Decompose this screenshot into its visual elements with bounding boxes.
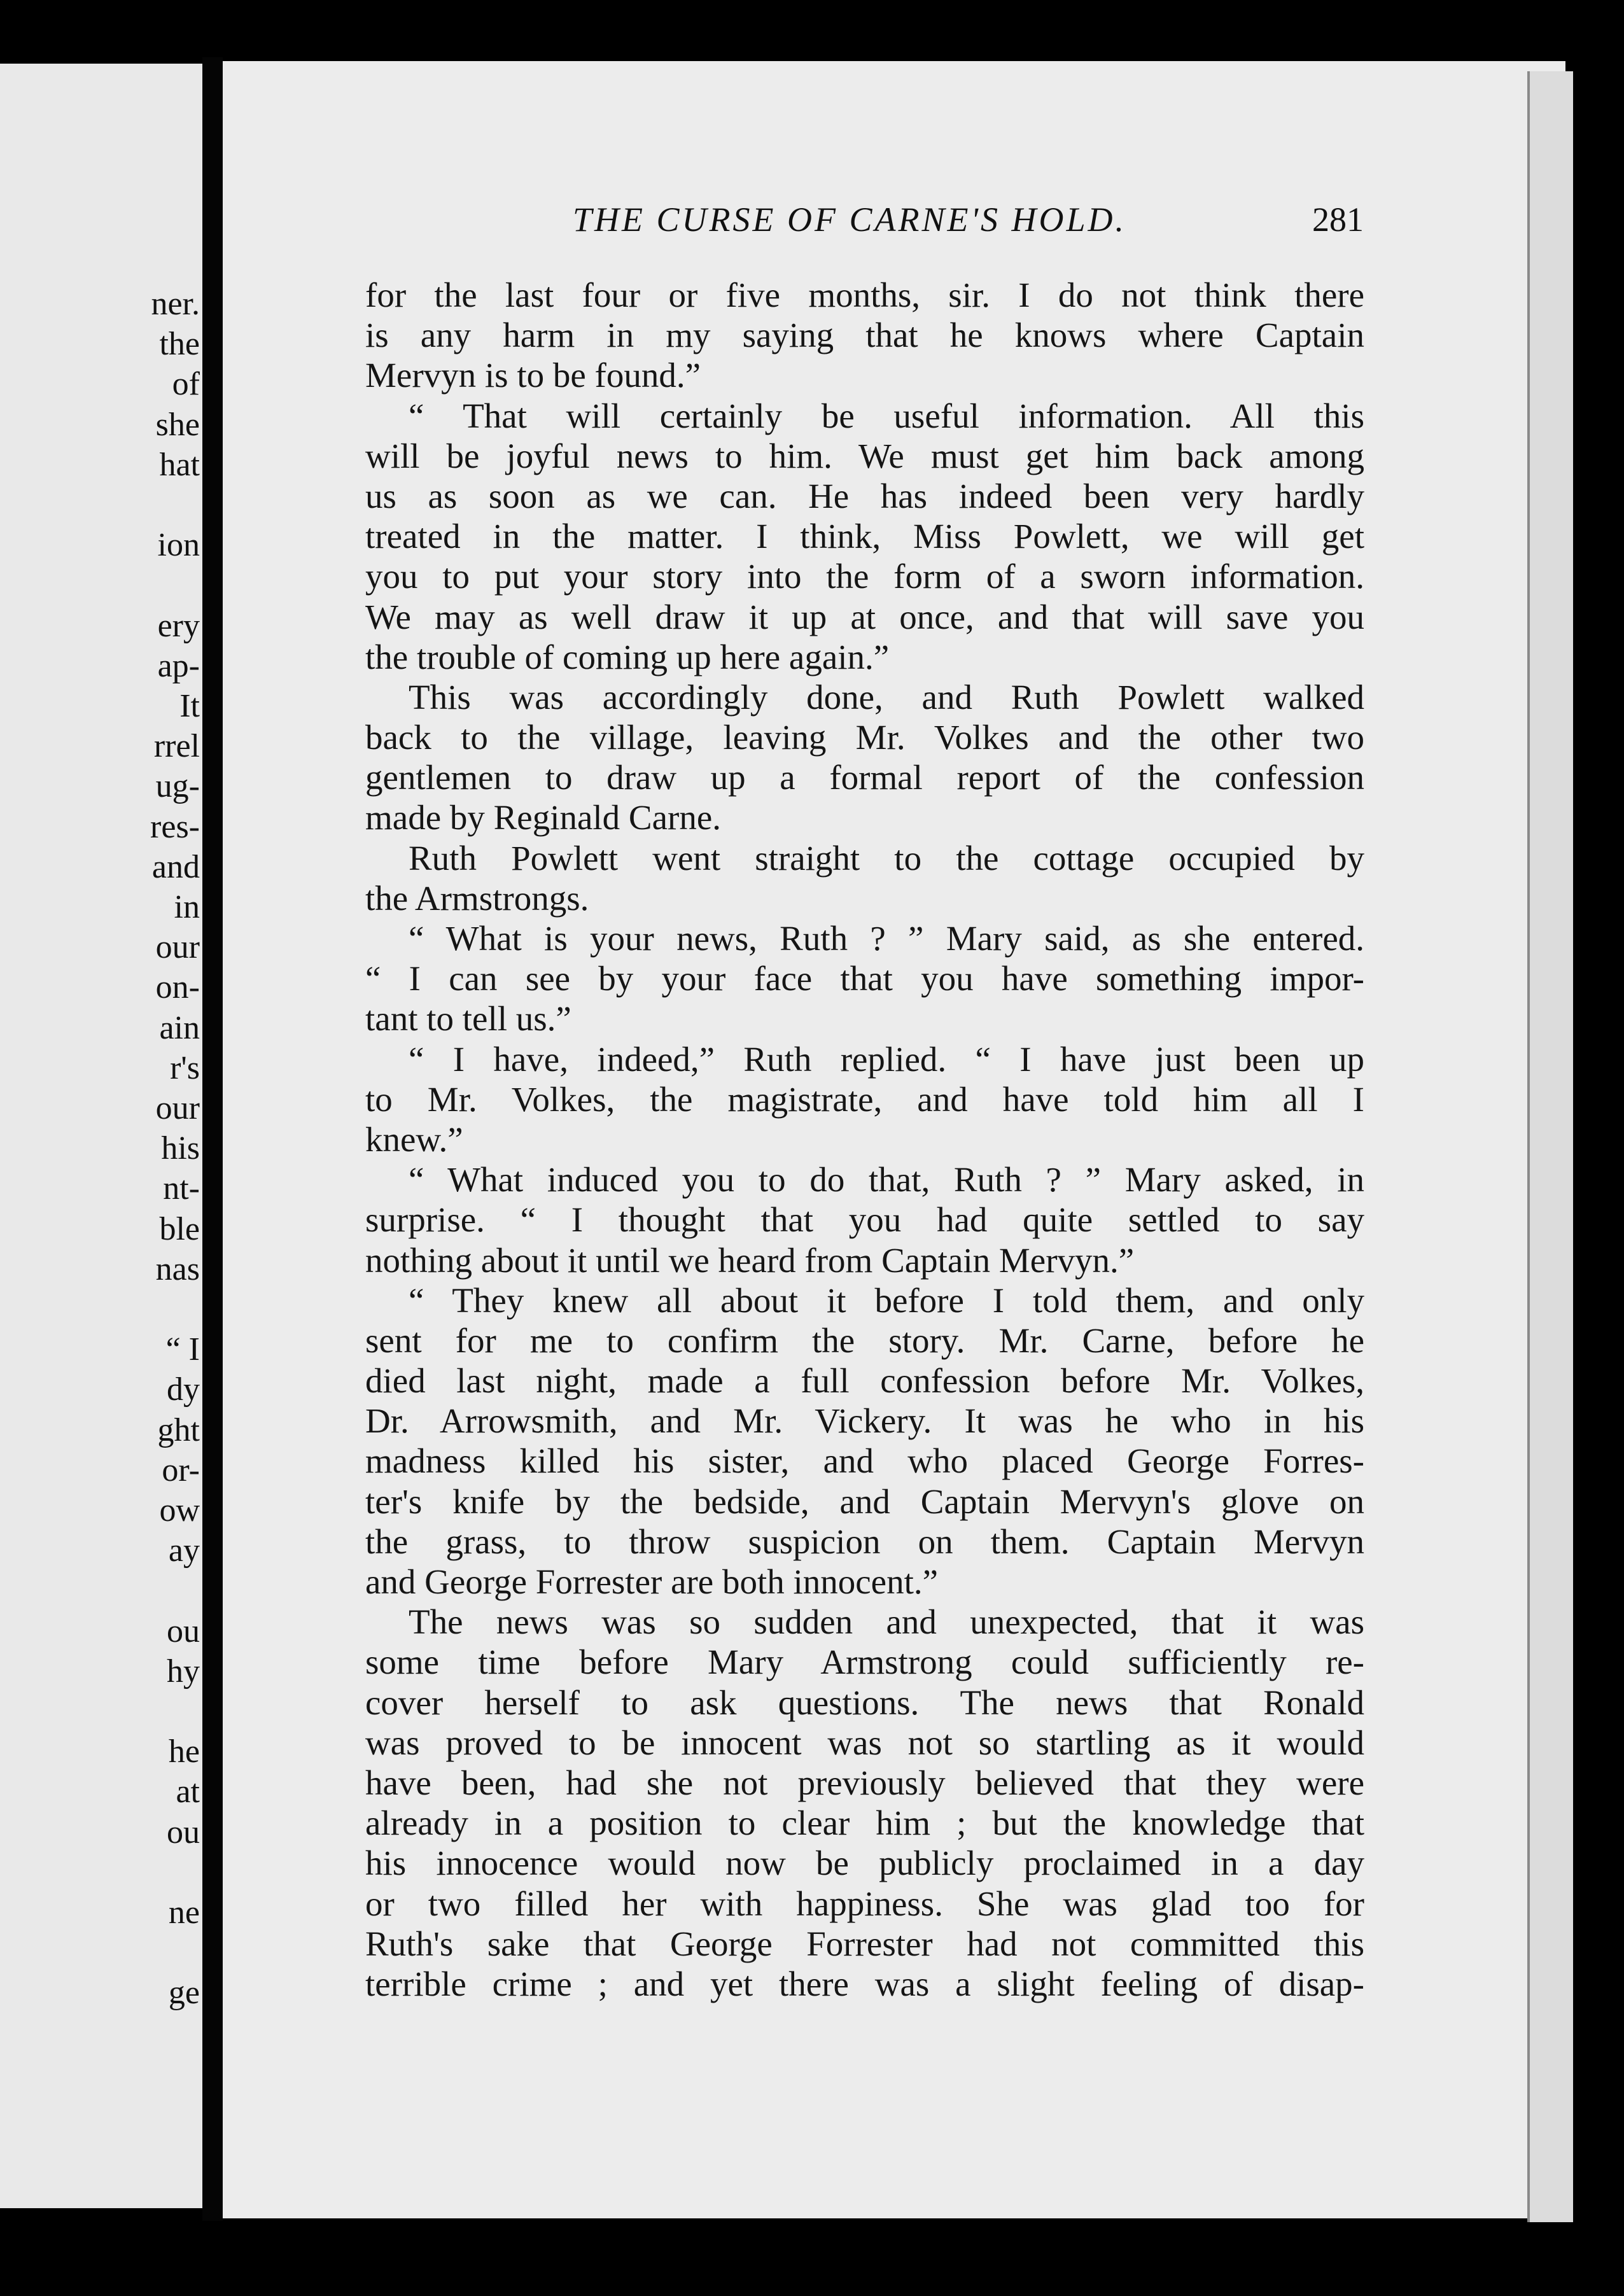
facing-page-fragment: ne	[168, 1894, 200, 1931]
facing-page-fragment: ou	[167, 1814, 200, 1851]
book-spine	[202, 57, 223, 2221]
text-line: and George Forrester are both innocent.”	[365, 1562, 939, 1601]
facing-page-fragment: ner.	[151, 286, 200, 322]
text-line: to Mr. Volkes, the magistrate, and have told him all I	[365, 1079, 1364, 1119]
facing-page-fragment: at	[176, 1774, 200, 1810]
text-line: “ I have, indeed,” Ruth replied. “ I have just been up	[409, 1039, 1364, 1079]
text-line: will be joyful news to him. We must get him back among	[365, 436, 1364, 475]
text-line: tant to tell us.”	[365, 999, 571, 1039]
text-line: his innocence would now be publicly proclaimed in a day	[365, 1844, 1364, 1883]
facing-page-fragment: ion	[157, 527, 200, 564]
facing-page-fragment: hy	[167, 1653, 200, 1690]
text-line: treated in the matter. I think, Miss Powlett, we will get	[365, 517, 1364, 556]
text-line: the trouble of coming up here again.”	[365, 637, 890, 676]
facing-page-left	[0, 64, 202, 2208]
facing-page-fragment: ap-	[157, 647, 200, 684]
facing-page-fragment: his	[161, 1130, 200, 1167]
facing-page-fragment: nas	[155, 1250, 200, 1287]
text-line: made by Reginald Carne.	[365, 798, 721, 837]
text-line: already in a position to clear him ; but the knowledge that	[365, 1803, 1364, 1843]
facing-page-fragment: she	[155, 406, 200, 443]
facing-page-fragment: in	[174, 889, 200, 925]
text-line: for the last four or five months, sir. I do not think there	[365, 276, 1364, 314]
facing-page-fragment: hat	[159, 446, 200, 483]
text-line: you to put your story into the form of a sworn information.	[365, 557, 1364, 596]
facing-page-fragment: ble	[159, 1210, 200, 1247]
facing-page-fragment: ge	[168, 1975, 200, 2012]
facing-page-fragment: ou	[167, 1613, 200, 1649]
facing-page-fragment: dy	[167, 1371, 200, 1408]
facing-page-fragment: “ I	[165, 1331, 200, 1368]
text-line: madness killed his sister, and who placed George Forres-	[365, 1441, 1364, 1481]
text-line: back to the village, leaving Mr. Volkes and the other two	[365, 718, 1364, 757]
text-line: Ruth Powlett went straight to the cottage occupied by	[409, 838, 1364, 878]
text-line: us as soon as we can. He has indeed been very hardly	[365, 476, 1364, 515]
body-text	[365, 275, 1364, 2004]
text-line: or two filled her with happiness. She was glad too for	[365, 1884, 1364, 1923]
text-line: Ruth's sake that George Forrester had not committed this	[365, 1924, 1364, 1963]
text-line: cover herself to ask questions. The news that Ronald	[365, 1683, 1364, 1722]
text-line: surprise. “ I thought that you had quite settled to say	[365, 1200, 1364, 1240]
text-line: terrible crime ; and yet there was a slight feeling of disap-	[365, 1964, 1364, 2003]
text-line: died last night, made a full confession before Mr. Volkes,	[365, 1361, 1364, 1401]
facing-page-fragment: and	[151, 848, 200, 885]
page-edge	[1527, 71, 1573, 2222]
facing-page-fragment: rrel	[153, 728, 200, 765]
facing-page-fragment: our	[155, 1090, 200, 1126]
text-line: the grass, to throw suspicion on them. Captain Mervyn	[365, 1522, 1364, 1561]
text-line: the Armstrongs.	[365, 878, 589, 918]
facing-page-fragment: It	[179, 688, 200, 724]
text-line: some time before Mary Armstrong could sufficiently re-	[365, 1642, 1364, 1682]
text-line: Dr. Arrowsmith, and Mr. Vickery. It was he who in his	[365, 1401, 1364, 1441]
facing-page-fragment: he	[168, 1733, 200, 1770]
facing-page-fragment: ow	[159, 1492, 200, 1529]
text-line: knew.”	[365, 1119, 463, 1159]
text-line: “ They knew all about it before I told them, and only	[409, 1280, 1364, 1320]
facing-page-fragment: of	[172, 366, 200, 403]
facing-page-fragment: ay	[168, 1532, 200, 1569]
text-line: We may as well draw it up at once, and that will save you	[365, 597, 1364, 636]
text-line: This was accordingly done, and Ruth Powlett walked	[409, 677, 1364, 717]
facing-page-fragment: r's	[170, 1049, 200, 1086]
facing-page-fragment: on-	[155, 969, 200, 1006]
text-line: sent for me to confirm the story. Mr. Carne, before he	[365, 1320, 1364, 1360]
text-line: “ What induced you to do that, Ruth ? ” Mary asked, in	[409, 1160, 1364, 1200]
text-line: The news was so sudden and unexpected, that it was	[409, 1602, 1364, 1642]
page-number: 281	[1312, 200, 1364, 239]
text-line: “ That will certainly be useful information. All this	[409, 396, 1364, 435]
text-line: gentlemen to draw up a formal report of the confession	[365, 758, 1364, 797]
facing-page-fragment: our	[155, 929, 200, 966]
text-line: ter's knife by the bedside, and Captain Mervyn's glove on	[365, 1481, 1364, 1521]
text-line: Mervyn is to be found.”	[365, 356, 701, 395]
facing-page-fragment: ght	[157, 1411, 200, 1448]
text-line: nothing about it until we heard from Captain Mervyn.”	[365, 1240, 1135, 1280]
facing-page-fragment: ain	[159, 1009, 200, 1046]
facing-page-fragment: nt-	[163, 1170, 200, 1207]
running-head: THE CURSE OF CARNE'S HOLD.	[573, 200, 1127, 239]
facing-page-fragment: or-	[162, 1452, 200, 1488]
text-line: was proved to be innocent was not so startling as it would	[365, 1723, 1364, 1762]
text-line: “ I can see by your face that you have something impor-	[365, 959, 1364, 998]
facing-page-fragment: ug-	[155, 768, 200, 805]
text-line: “ What is your news, Ruth ? ” Mary said, as she entered.	[409, 919, 1364, 958]
text-line: have been, had she not previously believed that they were	[365, 1763, 1364, 1802]
facing-page-fragment: res-	[150, 808, 200, 845]
facing-page-fragment: the	[159, 326, 200, 363]
text-line: is any harm in my saying that he knows where Captain	[365, 316, 1364, 355]
facing-page-fragment: ery	[157, 607, 200, 644]
